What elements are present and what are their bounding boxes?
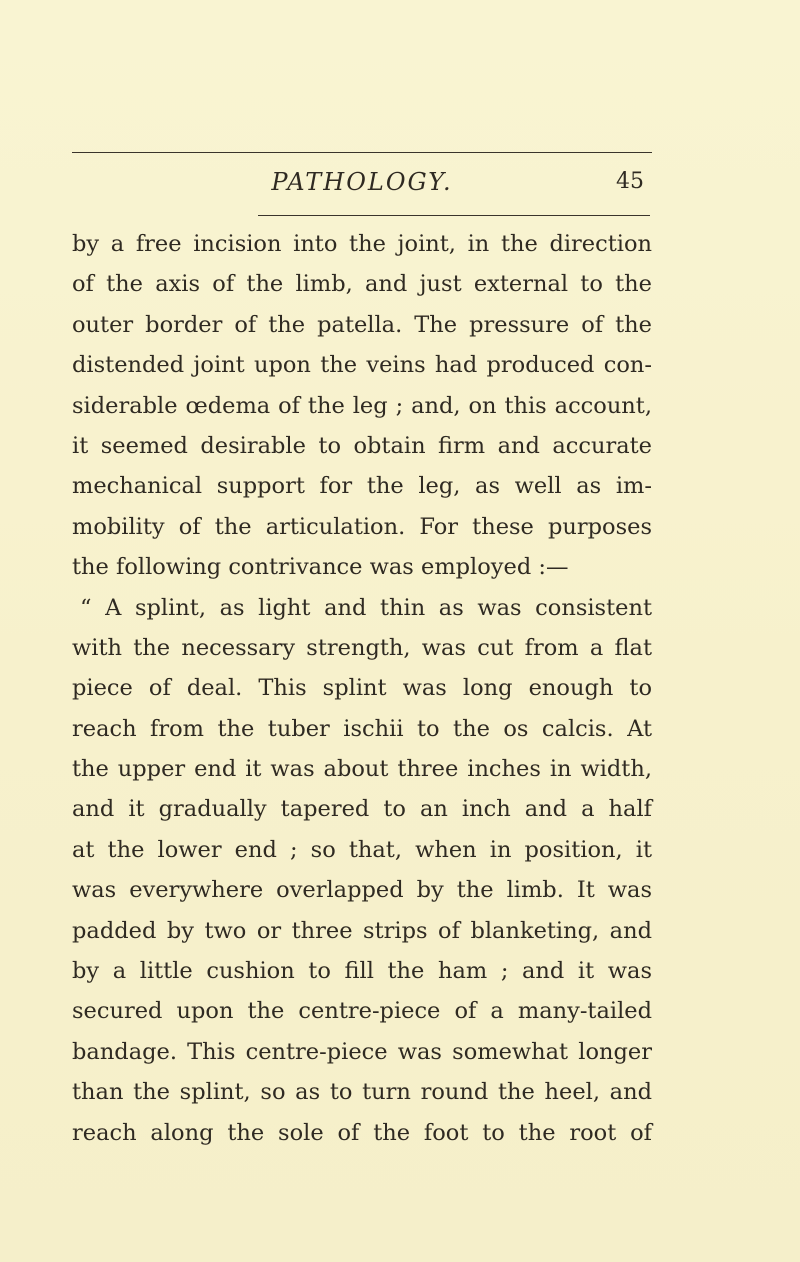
text-line: mechanical support for the leg, as well as im- [72, 473, 652, 500]
text-line: the upper end it was about three inches in width, [72, 756, 652, 783]
text-line: by a free incision into the joint, in the direction [72, 231, 652, 257]
text-line: padded by two or three strips of blanketing, and [72, 917, 652, 944]
text-line: by a little cushion to fill the ham ; and it was [72, 958, 652, 985]
text-line: outer border of the patella. The pressure of the [72, 311, 652, 338]
text-line: secured upon the centre-piece of a many-tailed [72, 998, 652, 1025]
text-line: reach along the sole of the foot to the root of [72, 1119, 652, 1146]
text-line: of the axis of the limb, and just external to the [72, 271, 652, 298]
text-line: bandage. This centre-piece was somewhat longer [72, 1038, 652, 1065]
running-head [72, 162, 652, 202]
text-line: and it gradually tapered to an inch and a half [72, 796, 652, 823]
text-line: “ A splint, as light and thin as was consistent [80, 594, 652, 621]
text-line: than the splint, so as to turn round the heel, and [72, 1079, 652, 1106]
running-title: PATHOLOGY. [271, 168, 453, 196]
header-bottom-rule [258, 215, 650, 216]
text-line: reach from the tuber ischii to the os calcis. At [72, 715, 652, 742]
text-line: distended joint upon the veins had produced con- [72, 352, 652, 379]
body-text [72, 224, 652, 1153]
header-top-rule [72, 152, 652, 153]
page-number: 45 [616, 169, 644, 194]
text-line: the following contrivance was employed :— [72, 554, 569, 581]
text-line: mobility of the articulation. For these purposes [72, 513, 652, 540]
text-line: was everywhere overlapped by the limb. It was [72, 877, 652, 904]
text-line: piece of deal. This splint was long enough to [72, 675, 652, 702]
text-line: it seemed desirable to obtain firm and accurate [72, 432, 652, 459]
text-line: with the necessary strength, was cut from a flat [72, 634, 652, 661]
text-line: at the lower end ; so that, when in position, it [72, 836, 652, 863]
text-line: siderable œdema of the leg ; and, on this account, [72, 392, 652, 419]
